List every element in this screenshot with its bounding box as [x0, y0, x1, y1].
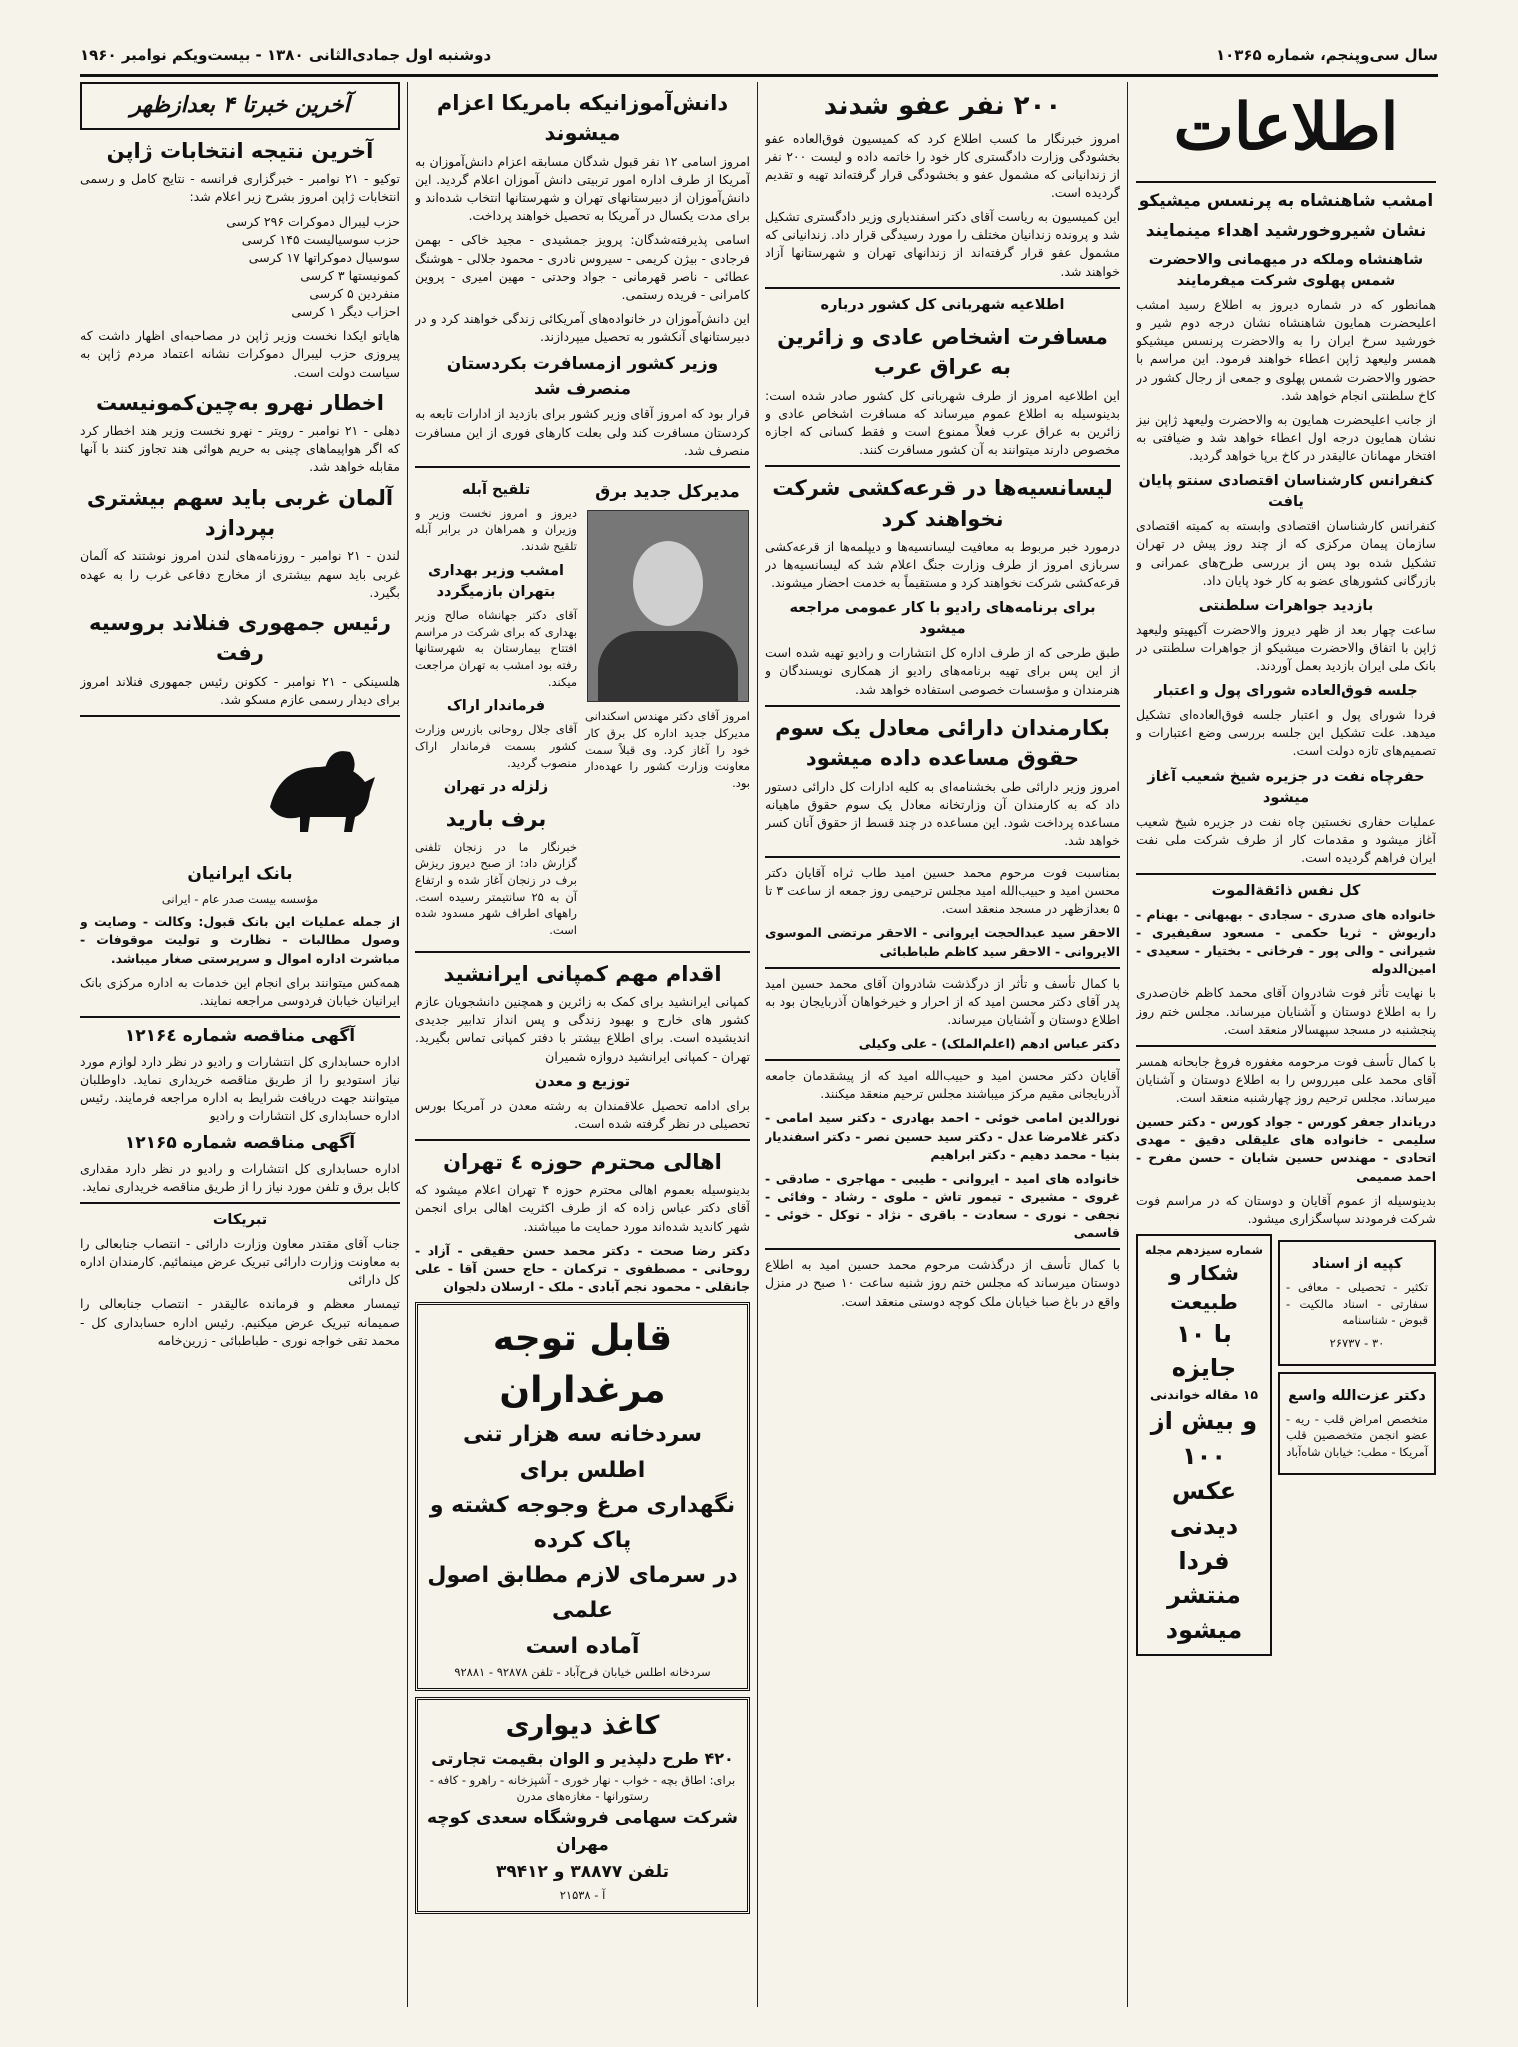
- article-text: خبرنگار ما در زنجان تلفنی گزارش داد: از صبح دیروز ریزش برف در زنجان آغاز شده و ارتفاع آن به ۲۵ سانتیمتر رسیده است. راههای اطراف شهر مسدود شده است.: [415, 839, 577, 938]
- article-text: قرار بود که امروز آقای وزیر کشور برای بازدید از ادارات تابعه به کردستان مسافرت کند ولی بعلت کارهای فوری از این مسافرت منصرف شد.: [415, 406, 750, 458]
- issue-number: سال سی‌وپنجم، شماره ۱۰۳۶۵: [1215, 46, 1438, 64]
- headline-cento: کنفرانس کارشناسان اقتصادی سنتو پایان یافت: [1138, 473, 1434, 511]
- article-text: اسامی پذیرفته‌شدگان: پرویز جمشیدی - مجید خاکی - بهمن فرجادی - بیژن کریمی - سیروس نادری - محمود جلالی - هوشنگ عطائی - ناصر قهرمانی - جواد وحدتی - مهین امیری - پروین کامرانی - فریده رستمی.: [415, 232, 750, 302]
- tender-2-title: آگهی مناقصه شماره ۱۲۱۶۵: [124, 1133, 356, 1154]
- article-text: لندن - ۲۱ نوامبر - روزنامه‌های لندن امروز نوشتند که آلمان غربی باید سهم بیشتری از مخارج دفاعی غرب را به عهده بگیرد.: [80, 548, 400, 600]
- article-text: هلسینکی - ۲۱ نوامبر - ککونن رئیس جمهوری فنلاند امروز برای دیدار رسمی عازم مسکو شد.: [80, 673, 400, 707]
- article-text: همانطور که در شماره دیروز به اطلاع رسید امشب اعلیحضرت همایون شاهنشاه نشان درجه دوم شیر و خورشید سرخ ایران را به والاحضرت پرنسس میشیکو همسر ولیعهد ژاپن اعطاء خواهند فرمود. این مراسم با حضور والاحضرت شمس پهلوی و جمعی از رجال کشور در کاخ سلطنتی انجام خواهد شد.: [1136, 297, 1436, 403]
- headline-finance-staff: بکارمندان دارائی معادل یک سوم حقوق مساعده داده میشود: [775, 715, 1110, 771]
- headline-vaccine: تلقیح آبله: [461, 481, 531, 498]
- result-row: احزاب دیگر ۱ کرسی: [291, 304, 400, 320]
- column-divider: [407, 82, 408, 2007]
- article-text: کنفرانس کارشناسان اقتصادی وابسته به کمیته اقتصادی سازمان پیمان مرکزی که از چند روز پیش در تهران تشکیل شده بود پس از بررسی طرح‌های عمرانی و بازرگانی کشورهای عضو به کار خود پایان داد.: [1136, 518, 1436, 588]
- headline-michiko-2: نشان شیروخورشید اهداء مینمایند: [1145, 221, 1427, 242]
- magazine-name: شکار و طبیعت: [1169, 1260, 1239, 1314]
- article-text: بدینوسیله بعموم اهالی محترم حوزه ۴ تهران اعلام میشود که آقای دکتر عباس زاده که از طرف اکثریت اهالی برای انجمن شهر کاندید شده‌اند مورد حمایت ما میباشند.: [415, 1182, 750, 1234]
- magazine-line: و بیش از ۱۰۰: [1150, 1407, 1258, 1471]
- headline-radio: برای برنامه‌های رادیو با کار عمومی مراجعه میشود: [789, 600, 1096, 638]
- result-row: منفردین ۵ کرسی: [309, 286, 400, 302]
- tender-1-title: آگهی مناقصه شماره ۱۲۱۶٤: [124, 1025, 356, 1046]
- poultry-ad: [415, 1302, 750, 1691]
- obituary-text: با کمال تأسف از درگذشت مرحوم محمد حسین امید به اطلاع دوستان میرساند که مجلس ختم روز شنبه ساعت ۱۰ صبح در منزل واقع در باغ صبا خیابان ملک کوچه دوستی منعقد است.: [765, 1257, 1120, 1309]
- kicker-police: اطلاعیه شهربانی کل کشور درباره: [820, 296, 1065, 313]
- article-text: فردا شورای پول و اعتبار جلسه فوق‌العاده‌ای تشکیل میدهد. علت تشکیل این جلسه بررسی وضع اعتبارات و تصمیم‌های تازه دولت است.: [1136, 707, 1436, 759]
- article-text: برای ادامه تحصیل علاقمندان به رشته معدن در آمریکا بورس تحصیلی در نظر گرفته شده است.: [415, 1097, 750, 1131]
- column-3: [415, 82, 750, 2007]
- obituary-signers: نورالدین امامی خوئی - احمد بهادری - دکتر سید امامی - دکتر غلامرضا عدل - دکتر سید حسین نصر - دکتر اسفندیار بنیا - محمد دهیم - دکتر ابراهیم: [765, 1110, 1120, 1162]
- article-text: عملیات حفاری نخستین چاه نفت در جزیره شیخ شعیب آغاز میشود و مقدمات کار از طرف شرکت ملی نفت ایران فراهم گردیده است.: [1136, 813, 1436, 865]
- poultry-ad-line: در سرمای لازم مطابق اصول علمی: [427, 1563, 738, 1624]
- wallpaper-uses: برای: اطاق بچه - خواب - نهار خوری - آشپزخانه - راهرو - کافه - رستورانها - مغازه‌های مدرن: [429, 1772, 736, 1804]
- issue-date: دوشنبه اول جمادی‌الثانی ۱۳۸۰ - بیست‌ویکم نوامبر ۱۹۶۰: [80, 46, 492, 64]
- article-text: آقای جلال روحانی بازرس وزارت کشور بسمت فرماندار اراک منصوب گردید.: [415, 722, 577, 770]
- result-row: کمونیستها ۳ کرسی: [300, 267, 400, 283]
- magazine-ad: [1136, 1234, 1272, 1656]
- ad-doctor-text: متخصص امراض قلب - ریه - عضو انجمن متخصصین قلب آمریکا - مطب: خیابان شاه‌آباد: [1286, 1411, 1428, 1460]
- obituary-families: خانواده های صدری - سجادی - بهبهانی - بهنام - داریوش - ثریا حکمی - مسعود سقیفیری - شیرانی - والی پور - فرخانی - بختیار - سعیدی - امین‌الدوله: [1136, 906, 1436, 977]
- headline-graduates: لیسانسیه‌ها در قرعه‌کشی شرکت نخواهند کرد: [772, 476, 1113, 531]
- obituary-signers: دکتر عباس ادهم (اعلم‌الملک) - علی وکیلی: [858, 1036, 1120, 1052]
- poultry-ad-line: آماده است: [525, 1633, 640, 1659]
- bank-text: همه‌کس میتوانند برای انجام این خدمات به اداره مرکزی بانک ایرانیان خیابان فردوسی مراجعه نمایند.: [80, 974, 400, 1008]
- lion-icon: [240, 727, 400, 847]
- headline-japan-election: آخرین نتیجه انتخابات ژاپن: [106, 138, 374, 163]
- article-text: از جانب اعلیحضرت همایون به والاحضرت ولیعهد ژاپن نیز نشان همایون درجه اول اعطاء خواهد شد و ضیافتی به افتخار مهمانان عالیقدر در کاخ برپا خواهد گردید.: [1136, 411, 1436, 464]
- article-text: دهلی - ۲۱ نوامبر - رویتر - نهرو نخست وزیر هند اخطار کرد که اگر هواپیماهای چینی به حریم هوائی هند تجاوز کنند با آنها مقابله خواهد شد.: [80, 423, 400, 475]
- ad-doctor-title: دکتر عزت‌الله واسع: [1288, 1387, 1426, 1404]
- article-text: توکیو - ۲۱ نوامبر - خبرگزاری فرانسه - نتایج کامل و رسمی انتخابات ژاپن امروز بشرح زیر اعلام شد:: [80, 171, 400, 205]
- obituary-text: آقایان دکتر محسن امید و حبیب‌الله امید که از پیشقدمان جامعه آذربایجانی مقیم مرکز میباشند مجلس ترحیم منعقد میکنند.: [765, 1068, 1120, 1102]
- tender-2-text: اداره حسابداری کل انتشارات و رادیو در نظر دارد مقداری کابل برق و تلفن مورد نیاز را از طریق مناقصه خریداری نماید.: [80, 1160, 400, 1194]
- obituary-text: با کمال تأسف فوت مرحومه مغفوره فروغ جابحانه همسر آقای محمد علی میرروس را به اطلاع دوستان و آشنایان میرساند. مجلس ترحیم روز چهارشنبه منعقد است.: [1136, 1053, 1436, 1106]
- article-text: آقای دکتر جهانشاه صالح وزیر بهداری که برای شرکت در مراسم افتتاح بیمارستان به شهرستانها رفته بود امشب به تهران مراجعت میکند.: [415, 607, 577, 689]
- headline-interior-minister: وزیر کشور ازمسافرت بکردستان منصرف شد: [446, 354, 719, 399]
- subhead-michiko: شاهنشاه وملکه در میهمانی والاحضرت شمس پهلوی شرکت میفرمایند: [1148, 252, 1424, 290]
- obituary-families: دریاندار جعفر کورس - جواد کورس - دکتر حسین سلیمی - خانواده های علیقلی دقیق - مهدی اتحادی - مهندس حسین شایان - حسن مفرح - احمد صمیمی: [1136, 1114, 1436, 1184]
- masthead-bar: [80, 40, 1438, 70]
- article-text: این دانش‌آموزان در خانواده‌های آمریکائی زندگی خواهند کرد و در دبیرستانهای آنکشور به تحصیل میپردازند.: [415, 310, 750, 344]
- wallpaper-ad: [415, 1697, 750, 1914]
- obituary-text: بدینوسیله از عموم آقایان و دوستان که در مراسم فوت شرکت فرمودند سپاسگزاری میشود.: [1136, 1192, 1436, 1226]
- headline-council: جلسه فوق‌العاده شورای پول و اعتبار: [1154, 683, 1418, 700]
- result-row: حزب لیبرال دموکرات ۲۹۶ کرسی: [226, 213, 400, 229]
- headline-pardon: ۲۰۰ نفر عفو شدند: [823, 91, 1062, 121]
- headline-jewels: بازدید جواهرات سلطنتی: [1198, 597, 1374, 614]
- ad-copy-text: تکثیر - تحصیلی - معافی - سفارتی - اسناد مالکیت - قبوض - شناسنامه: [1286, 1279, 1428, 1328]
- congratulation-text: جناب آقای مقتدر معاون وزارت دارائی - انتصاب جنابعالی را به معاونت وزارت دارائی تبریک عرض مینمائیم. کارمندان اداره کل دارائی: [80, 1236, 400, 1288]
- bank-sub: مؤسسه بیست صدر عام - ایرانی: [161, 891, 319, 906]
- wallpaper-ref: آ - ۲۱۵۳۸: [559, 1887, 606, 1902]
- headline-west-germany: آلمان غربی باید سهم بیشتری بپردازد: [86, 485, 394, 540]
- congratulation-text: تیمسار معظم و فرمانده عالیقدر - انتصاب جنابعالی را صمیمانه تبریک عرض میکنیم. رئیس اداره حسابداری کل - محمد تقی خواجه نوری - طباطبائی - زرین‌خامه: [80, 1296, 400, 1348]
- headline-mining: توزیع و معدن: [534, 1073, 631, 1090]
- magazine-issue: شماره سیزدهم مجله: [1145, 1242, 1263, 1257]
- article-text: امروز اسامی ۱۲ نفر قبول شدگان مسابقه اعزام دانش‌آموزان به آمریکا از طرف اداره امور تربیتی دانش آموزان اعلام گردید. این دانش‌آموزان از دبیرستانهای تهران و شهرستانها انتخاب شده‌اند و برای مدت یکسال در آمریکا به تحصیل خواهند پرداخت.: [415, 153, 750, 224]
- headline-district-4: اهالی محترم حوزه ٤ تهران: [443, 1149, 722, 1174]
- poultry-ad-title: قابل توجه مرغداران: [492, 1318, 673, 1412]
- obituary-heading: کل نفس ذائقةالموت: [1211, 882, 1361, 899]
- magazine-line: عکس دیدنی: [1169, 1476, 1239, 1540]
- headline-iraq-travel: مسافرت اشخاص عادی و زائرین به عراق عرب: [777, 324, 1108, 380]
- article-text: دیروز و امروز نخست وزیر و وزیران و همراهان در برابر آبله تلقیح شدند.: [415, 505, 577, 554]
- magazine-line: منتشر میشود: [1165, 1581, 1243, 1645]
- photo-caption: مدیرکل جدید برق: [595, 481, 740, 502]
- article-text: امروز وزیر دارائی طی بخشنامه‌ای به کلیه ادارات کل دارائی دستور داد که به کارمندان آن وزارتخانه معادل یک سوم حقوق ماهیانه مساعده پرداخت شود. این مساعده در چند قسط از حقوق آنان کسر خواهد شد.: [765, 778, 1120, 848]
- portrait-photo: [587, 510, 749, 702]
- congratulations-heading: تبریکات: [212, 1211, 268, 1228]
- masthead-logo: اطلاعات: [1173, 90, 1399, 165]
- column-1: [1136, 82, 1436, 2007]
- obituary-text: بمناسبت فوت مرحوم محمد حسین امید طاب ثراه آقایان دکتر محسن امید و حبیب‌الله امید مجلس ترحیمی روز جمعه از ساعت ۳ تا ۵ بعدازظهر در مسجد منعقد است.: [765, 865, 1120, 917]
- obituary-text: با نهایت تأثر فوت شادروان آقای محمد کاظم خان‌صدری را به اطلاع دوستان و آشنایان میرساند. مجلس ختم روز پنجشنبه در مسجد سپهسالار منعقد است.: [1136, 985, 1436, 1037]
- headline-students-usa: دانش‌آموزانیکه بامریکا اعزام میشوند: [436, 91, 729, 146]
- ad-copy-phone: ۳۰ - ۲۶۷۳۷: [1329, 1336, 1385, 1350]
- column-2: [765, 82, 1120, 2007]
- wallpaper-title: کاغذ دیواری: [505, 1711, 660, 1742]
- headline-finland: رئیس جمهوری فنلاند بروسیه رفت: [89, 610, 391, 666]
- article-text: این اطلاعیه امروز از طرف شهربانی کل کشور صادر شده است: بدینوسیله به اطلاع عموم میرساند که مسافرت اشخاص عادی و زائرین به عراق عرب فعلاً ممنوع است و فقط کسانی که اجازه مخصوص دارند میتوانند به آن کشور مسافرت کنند.: [765, 387, 1120, 457]
- article-text: امروز آقای دکتر مهندس اسکندانی مدیرکل جدید اداره کل برق کار خود را آغاز کرد. وی قبلاً سمت معاونت وزارت کشور را عهده‌دار بود.: [585, 709, 750, 791]
- latest-news-banner: آخرین خبرتا ۴ بعدازظهر: [80, 82, 400, 130]
- headline-michiko: امشب شاهنشاه به پرنسس میشیکو: [1138, 190, 1434, 211]
- poultry-ad-contact: سردخانه اطلس خیابان فرح‌آباد - تلفن ۹۲۸۷۸ - ۹۲۸۸۱: [454, 1664, 711, 1679]
- obituary-text: با کمال تأسف و تأثر از درگذشت شادروان آقای محمد حسین امید پدر آقای دکتر محسن امید که از احرار و خیرخواهان آذربایجان بود به اطلاع دوستان و آشنایان میرساند.: [765, 975, 1120, 1027]
- result-row: سوسیال دموکراتها ۱۷ کرسی: [248, 249, 400, 265]
- article-text: هایاتو ایکدا نخست وزیر ژاپن در مصاحبه‌ای اظهار داشت که پیروزی حزب لیبرال دموکرات نشانه اعتماد مردم ژاپن به سیاست دولت است.: [80, 328, 400, 380]
- headline-snow: برف بارید: [445, 807, 547, 832]
- top-rule: [80, 74, 1438, 77]
- obituary-signers: الاحقر سید عبدالحجت ایروانی - الاحقر مرتضی الموسوی الایروانی - الاحقر سید کاظم طباطبائی: [765, 925, 1120, 959]
- article-text: امروز خبرنگار ما کسب اطلاع کرد که کمیسیون فوق‌العاده عفو بخشودگی وزارت دادگستری کار خود را خاتمه داده و لیست ۲۰۰ نفر از زندانیانی که مشمول عفو و بخشودگی قرار گرفته‌اند تهیه و تقدیم گردیده است.: [765, 130, 1120, 201]
- headline-oil: حفرچاه نفت در جزیره شیخ شعیب آغاز میشود: [1147, 768, 1425, 806]
- magazine-line: فردا: [1178, 1546, 1230, 1575]
- bank-name: بانک ایرانیان: [187, 864, 293, 885]
- obituary-families: خانواده های امید - ایروانی - طیبی - مهاجری - صادقی - غروی - مشیری - تیمور تاش - ملوی - رشاد - وفائی - نجفی - نوری - سعادت - باقری - نژاد - توکل - خوئی - قاسمی: [765, 1170, 1120, 1241]
- wallpaper-sub: ۴۲۰ طرح دلپذیر و الوان بقیمت تجارتی: [431, 1749, 734, 1769]
- headline-quake: زلزله در تهران: [443, 779, 549, 796]
- article-text: این کمیسیون به ریاست آقای دکتر اسفندیاری وزیر دادگستری تشکیل شد و پرونده زندانیان مختلف را مورد رسیدگی قرار داد. زندانیانی که مشمول عفو قرار گرفته‌اند از زندانهای تهران و شهرستانها آزاد خواهند شد.: [765, 209, 1120, 279]
- magazine-line: با ۱۰ جایزه: [1171, 1319, 1237, 1383]
- signers: دکتر رضا صحت - دکتر محمد حسن حقیقی - آزاد - روحانی - مصطفوی - ترکمان - حاج حسن آقا - علی جانقلی - محمود نجم آبادی - ملک - ارسلان دلجوان: [415, 1242, 750, 1294]
- tender-1-text: اداره حسابداری کل انتشارات و رادیو در نظر دارد لوازم مورد نیاز استودیو را از طریق مناقصه خریداری نماید. داوطلبان میتوانند جهت دریافت شرایط به اداره مراجعه فرمایند. رئیس اداره حسابداری کل انتشارات و رادیو: [80, 1053, 400, 1123]
- ad-copy-title: کپیه از اسناد: [1311, 1255, 1403, 1272]
- headline-iranshid: اقدام مهم کمپانی ایرانشید: [443, 961, 722, 986]
- article-text: طبق طرحی که از طرف اداره کل انتشارات و رادیو تهیه شده است از این پس برای تهیه برنامه‌های رادیو از همکاری نویسندگان و هنرمندان و مؤسسات خصوصی استفاده خواهد شد.: [765, 645, 1120, 697]
- column-divider: [1127, 82, 1128, 2007]
- magazine-line: ۱۵ مقاله خواندنی: [1149, 1387, 1259, 1403]
- wallpaper-company: شرکت سهامی فروشگاه سعدی کوچه مهران: [426, 1808, 738, 1856]
- article-text: درمورد خبر مربوط به معافیت لیسانسیه‌ها و دیپلمه‌ها از قرعه‌کشی سربازی امروز از طرف وزارت جنگ اعلام شد که لیسانسیه‌ها در قرعه‌کشی شرکت نخواهند کرد و مستقیماً به خدمت احضار میشوند.: [765, 538, 1120, 591]
- poultry-ad-line: نگهداری مرغ وجوجه کشته و پاک کرده: [429, 1492, 736, 1554]
- headline-health-minister: امشب وزیر بهداری بتهران بازمیگردد: [428, 562, 564, 600]
- wallpaper-phone: تلفن ۳۸۸۷۷ و ۳۹۴۱۲: [496, 1862, 669, 1883]
- result-row: حزب سوسیالیست ۱۴۵ کرسی: [241, 231, 400, 247]
- column-divider: [757, 82, 758, 2007]
- headline-governor: فرماندار اراک: [446, 698, 546, 715]
- column-4: [80, 82, 400, 2007]
- poultry-ad-line: سردخانه سه هزار تنی اطلس برای: [463, 1422, 702, 1483]
- headline-nehru: اخطار نهرو به‌چین‌کمونیست: [96, 390, 384, 415]
- bank-text: از جمله عملیات این بانک قبول: وکالت - وصایت و وصول مطالبات - نظارت و تولیت موقوفات - مباشرت اداره اموال و سرپرستی صغار میباشد.: [80, 914, 400, 966]
- article-text: ساعت چهار بعد از ظهر دیروز والاحضرت آکیهیتو ولیعهد ژاپن با اتفاق والاحضرت میشیکو از جواهرات سلطنتی در بانک ملی ایران بازدید بعمل آوردند.: [1136, 621, 1436, 674]
- article-text: کمپانی ایرانشید برای کمک به زائرین و همچنین دانشجویان عازم کشور های خارج و بهبود زندگی و پس انداز تدابیر جدیدی اندیشیده است. برای اطلاع بیشتر با دفتر کمپانی تماس بگیرید. تهران - کمپانی ایرانشید دروازه شمیران: [415, 994, 750, 1064]
